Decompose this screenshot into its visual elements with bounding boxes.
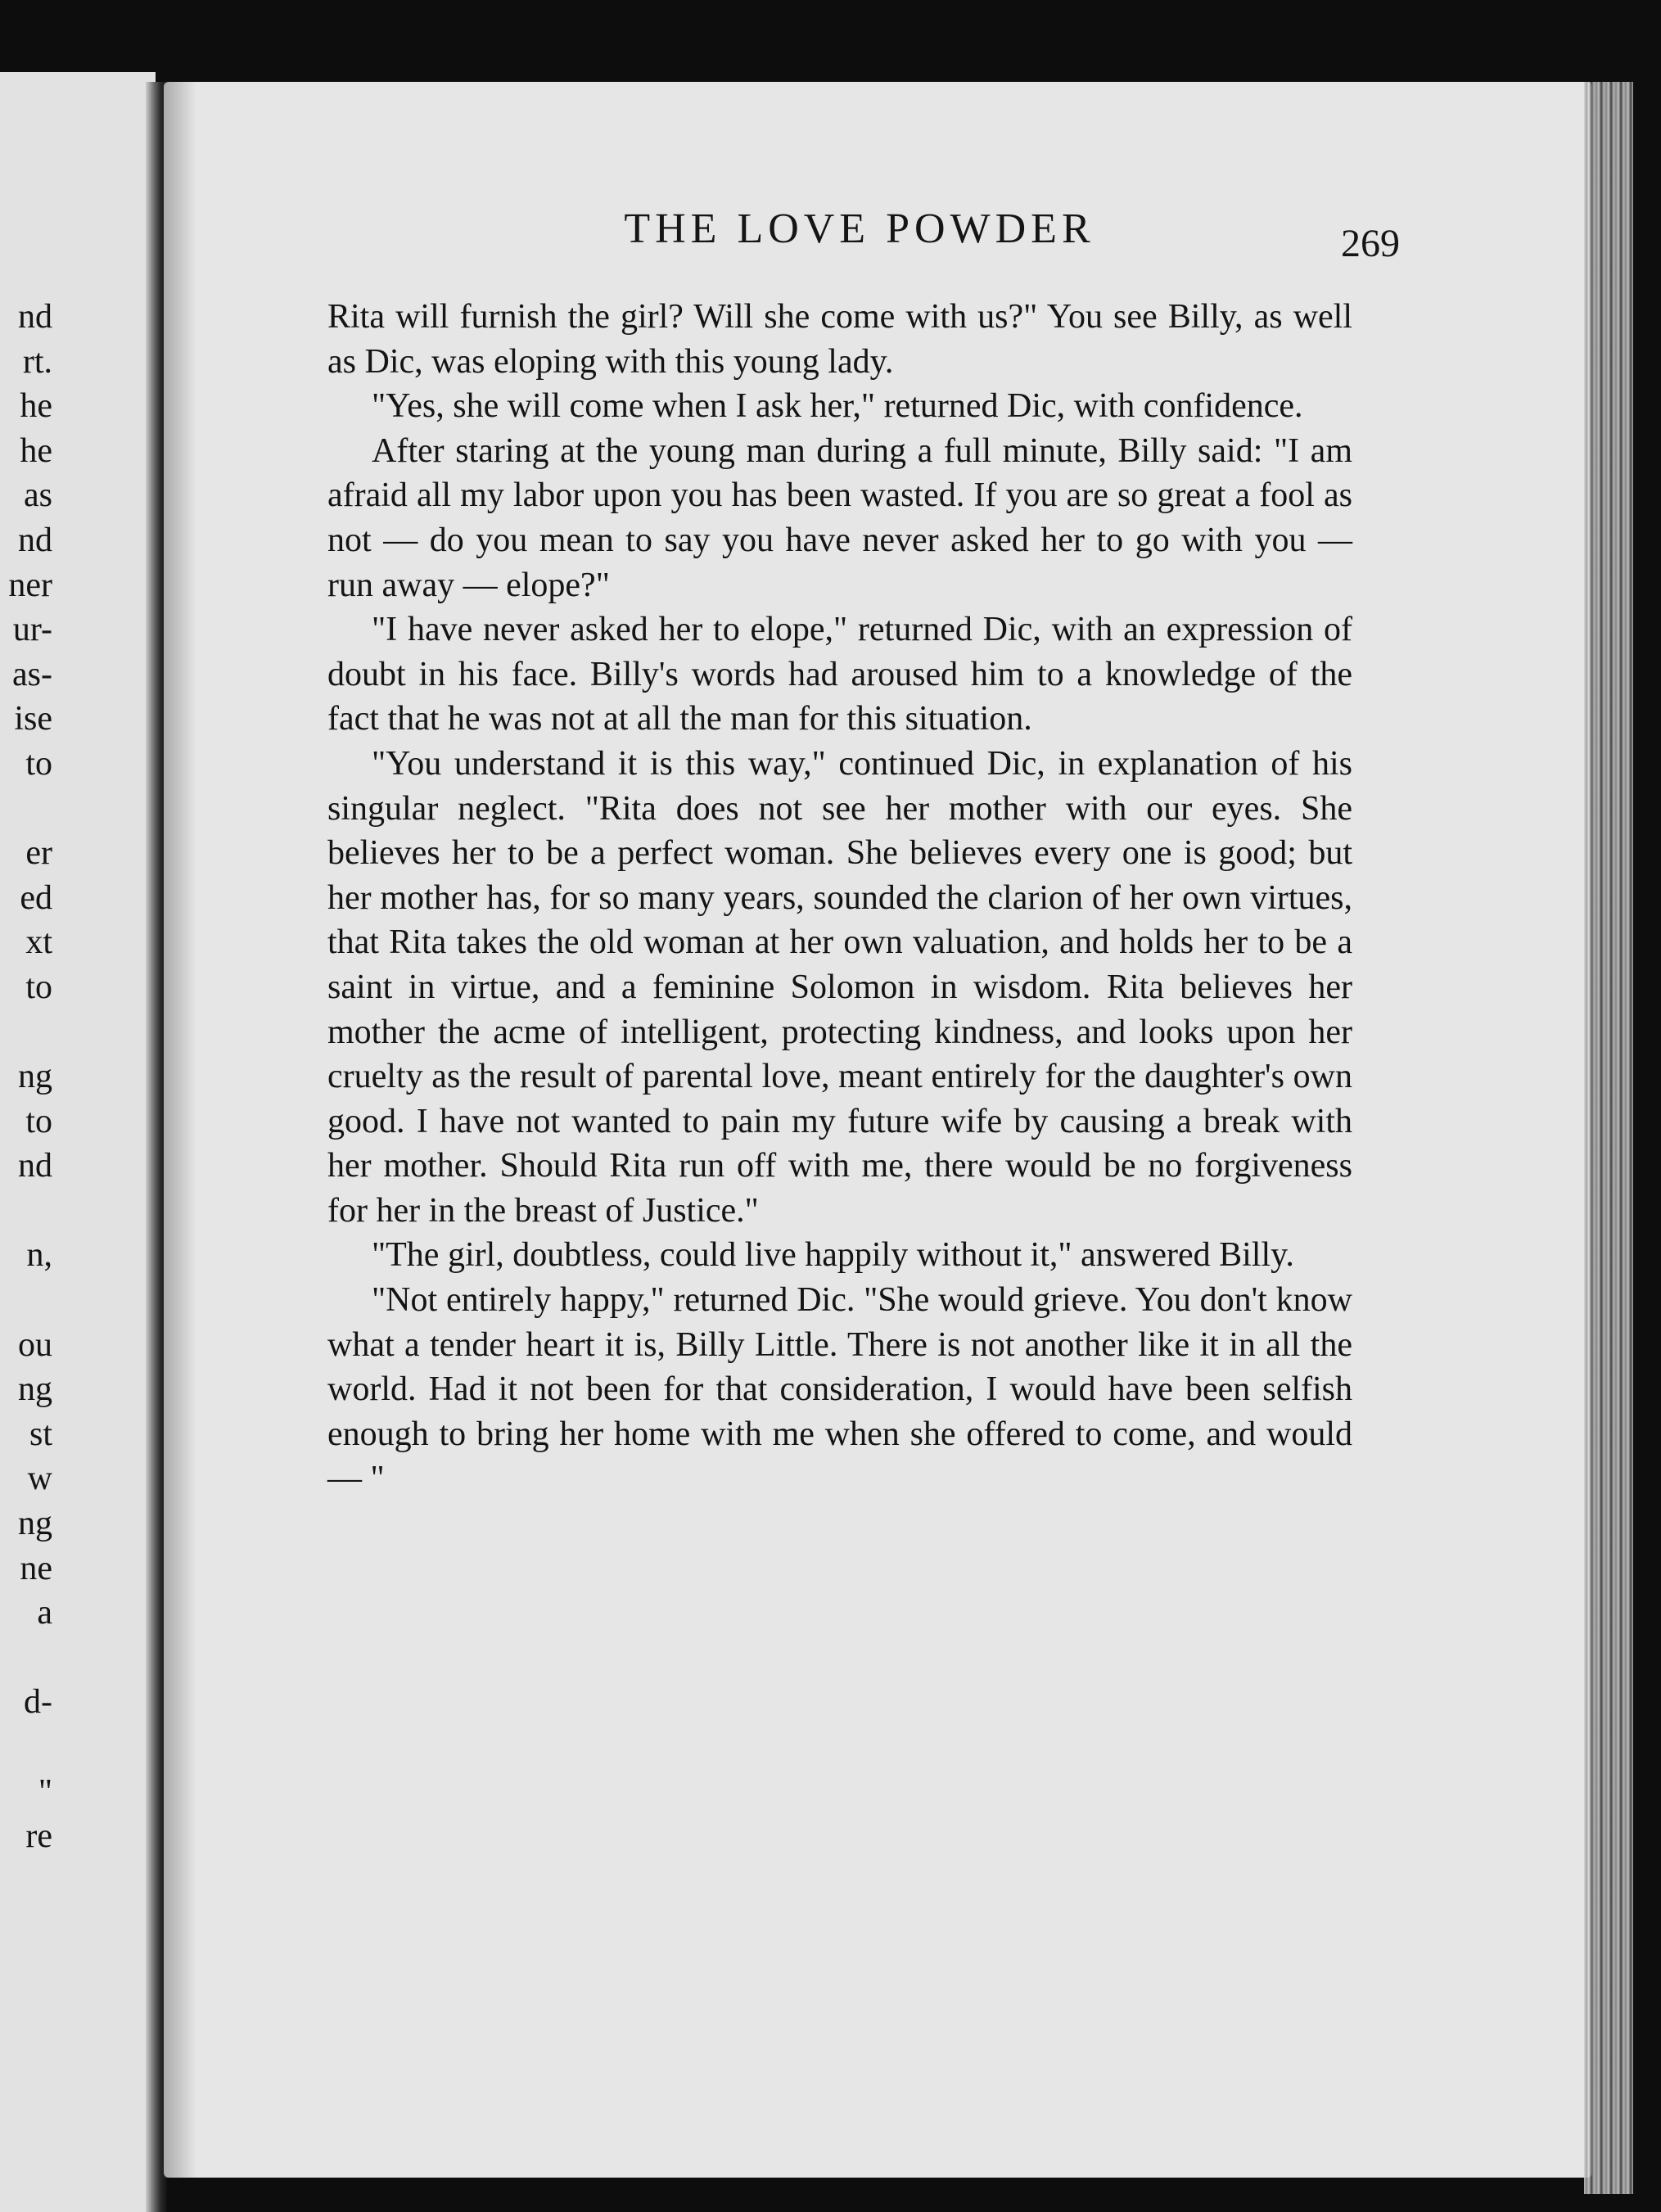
facing-page-fragment: [0, 787, 52, 832]
facing-page-fragment: xt: [25, 923, 52, 962]
body-text: [327, 295, 1352, 1501]
facing-page-fragment: d-: [24, 1683, 52, 1722]
facing-page-fragment: nd: [18, 1147, 52, 1185]
facing-page-fragment: nd: [18, 521, 52, 559]
facing-page-fragment: rt.: [22, 342, 52, 381]
facing-page-fragment: ng: [18, 1370, 52, 1409]
paragraph: "I have never asked her to elope," returned Dic, with an expression of doubt in his face. Billy's words had aroused him to a knowledge of the fact that he was not at all the man for this situation.: [327, 611, 1352, 738]
facing-page-fragment: [0, 1725, 52, 1770]
facing-page-fragment: as: [24, 476, 52, 515]
facing-page-fragment: [0, 1278, 52, 1323]
page-number: 269: [1341, 222, 1400, 265]
facing-page-fragment: he: [20, 387, 52, 426]
facing-page-fragment: as-: [12, 655, 52, 693]
facing-page-fragment: n,: [26, 1236, 52, 1275]
paragraph: "Yes, she will come when I ask her," returned Dic, with confidence.: [372, 387, 1303, 426]
facing-page-fragment: a: [37, 1594, 52, 1632]
spine-shadow: [164, 82, 196, 2178]
facing-page-fragment: ": [38, 1772, 52, 1811]
paragraph: "Not entirely happy," returned Dic. "She would grieve. You don't know what a tender heart it is, Billy Little. There is not another like it in all the world. Had it not been for that consideration, I would have been selfish enough to bring her home with me when she offered to come, and would — ": [327, 1281, 1352, 1498]
facing-page-fragment: he: [20, 431, 52, 470]
facing-page-fragment: [0, 1189, 52, 1234]
facing-page-fragment: nd: [18, 298, 52, 336]
facing-page-fragment: w: [27, 1460, 52, 1498]
facing-page-fragment: re: [25, 1817, 52, 1856]
facing-page-fragment: [0, 1010, 52, 1055]
facing-page-fragment: to: [25, 968, 52, 1006]
facing-page-fragment: ise: [14, 700, 52, 738]
page-edges: [1584, 82, 1633, 2194]
running-title: THE LOVE POWDER: [624, 205, 1095, 252]
facing-page-fragment: ou: [18, 1325, 52, 1364]
facing-page-fragment: [0, 1636, 52, 1681]
paragraph: "The girl, doubtless, could live happily without it," answered Billy.: [372, 1236, 1294, 1275]
facing-page-fragment: er: [25, 834, 52, 873]
facing-page-fragment: ed: [20, 878, 52, 917]
facing-page-fragment: to: [25, 744, 52, 783]
facing-page-fragment: st: [29, 1415, 52, 1453]
paragraph: After staring at the young man during a full minute, Billy said: "I am afraid all my labor upon you has been wasted. If you are so great a fool as not — do you mean to say you have never asked her to go with you — run away — elope?": [327, 431, 1352, 604]
facing-page-text: [0, 295, 52, 1859]
facing-page-fragment: ng: [18, 1505, 52, 1543]
facing-page-fragment: to: [25, 1102, 52, 1140]
paragraph: "You understand it is this way," continued Dic, in explanation of his singular neglect. "Rita does not see her mother with our eyes. She believes her to be a perfect woman. She believes every one is good; but her mother has, for so many years, sounded the clarion of her own virtues, that Rita takes the old woman at her own valuation, and holds her to be a saint in virtue, and a feminine Solomon in wisdom. Rita believes her mother the acme of intelligent, protecting kindness, and looks upon her cruelty as the result of parental love, meant entirely for the daughter's own good. I have not wanted to pain my future wife by causing a break with her mother. Should Rita run off with me, there would be no forgiveness for her in the breast of Justice.": [327, 744, 1352, 1230]
facing-page-fragment: ur-: [12, 611, 52, 649]
paragraph: Rita will furnish the girl? Will she come with us?" You see Billy, as well as Dic, was eloping with this young lady.: [327, 298, 1352, 381]
facing-page-fragment: ng: [18, 1058, 52, 1096]
facing-page-fragment: ne: [20, 1549, 52, 1587]
facing-page-fragment: ner: [8, 566, 52, 604]
